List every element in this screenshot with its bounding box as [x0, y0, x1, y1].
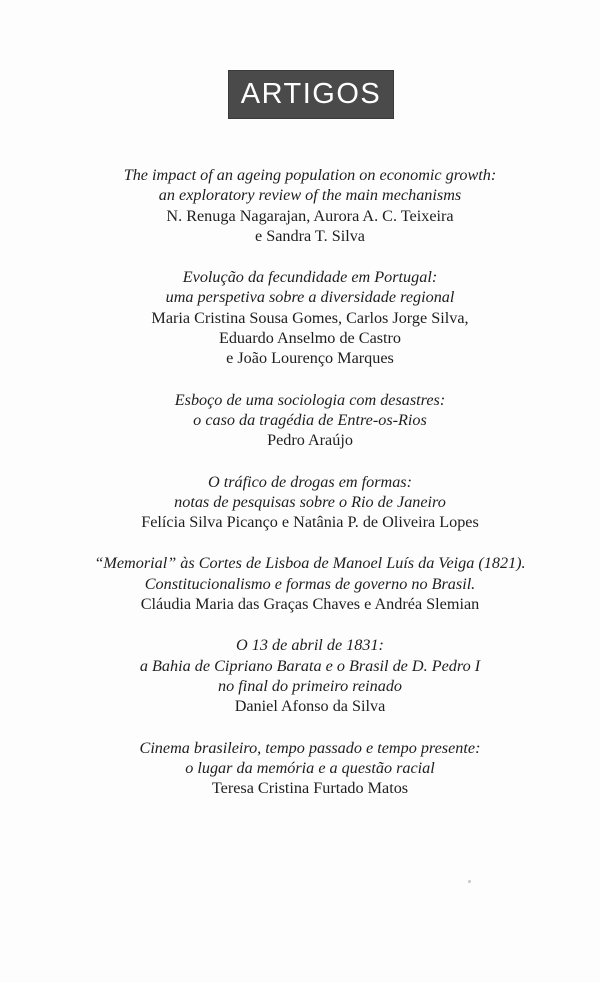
article-title-line: no final do primeiro reinado: [217, 676, 403, 695]
article-author-line: Teresa Cristina Furtado Matos: [211, 779, 409, 798]
section-heading-badge: [229, 71, 393, 118]
table-of-contents: [0, 165, 600, 819]
article-title-line: an exploratory review of the main mechanisms: [158, 186, 462, 205]
article-author-line: e Sandra T. Silva: [255, 226, 365, 245]
article-entry: [0, 472, 600, 533]
article-title-line: o lugar da memória e a questão racial: [185, 758, 435, 777]
article-author-line: e João Lourenço Marques: [226, 349, 394, 368]
article-entry: [0, 390, 600, 451]
article-title-line: Evolução da fecundidade em Portugal:: [182, 268, 438, 287]
article-author-line: Felícia Silva Picanço e Natânia P. de Oliveira Lopes: [141, 513, 479, 532]
article-title-line: notas de pesquisas sobre o Rio de Janeiro: [174, 492, 446, 511]
article-author-line: Eduardo Anselmo de Castro: [218, 329, 402, 348]
article-author-line: Cláudia Maria das Graças Chaves e Andréa Slemian: [140, 595, 480, 614]
scan-speck: [468, 880, 471, 883]
article-title-line: O 13 de abril de 1831:: [236, 636, 384, 655]
article-title-line: Cinema brasileiro, tempo passado e tempo presente:: [139, 738, 481, 757]
article-title-line: Constitucionalismo e formas de governo no Brasil.: [144, 574, 476, 593]
article-entry: [0, 738, 600, 799]
article-entry: [0, 635, 600, 716]
article-title-line: a Bahia de Cipriano Barata e o Brasil de D. Pedro I: [139, 656, 481, 675]
article-author-line: Pedro Araújo: [267, 431, 353, 450]
article-title-line: uma perspetiva sobre a diversidade regional: [165, 288, 455, 307]
article-title-line: Esboço de uma sociologia com desastres:: [174, 390, 446, 409]
article-title-line: o caso da tragédia de Entre-os-Rios: [193, 410, 427, 429]
article-entry: [0, 267, 600, 368]
section-heading: ARTIGOS: [240, 78, 382, 110]
article-author-line: Maria Cristina Sousa Gomes, Carlos Jorge Silva,: [151, 308, 469, 327]
article-author-line: N. Renuga Nagarajan, Aurora A. C. Teixeira: [166, 206, 454, 225]
article-title-line: O tráfico de drogas em formas:: [208, 472, 412, 491]
article-title-line: “Memorial” às Cortes de Lisboa de Manoel Luís da Veiga (1821).: [94, 554, 526, 573]
article-title-line: The impact of an ageing population on economic growth:: [123, 166, 497, 184]
article-entry: [0, 553, 600, 614]
article-entry: [0, 165, 600, 246]
article-author-line: Daniel Afonso da Silva: [234, 697, 386, 716]
